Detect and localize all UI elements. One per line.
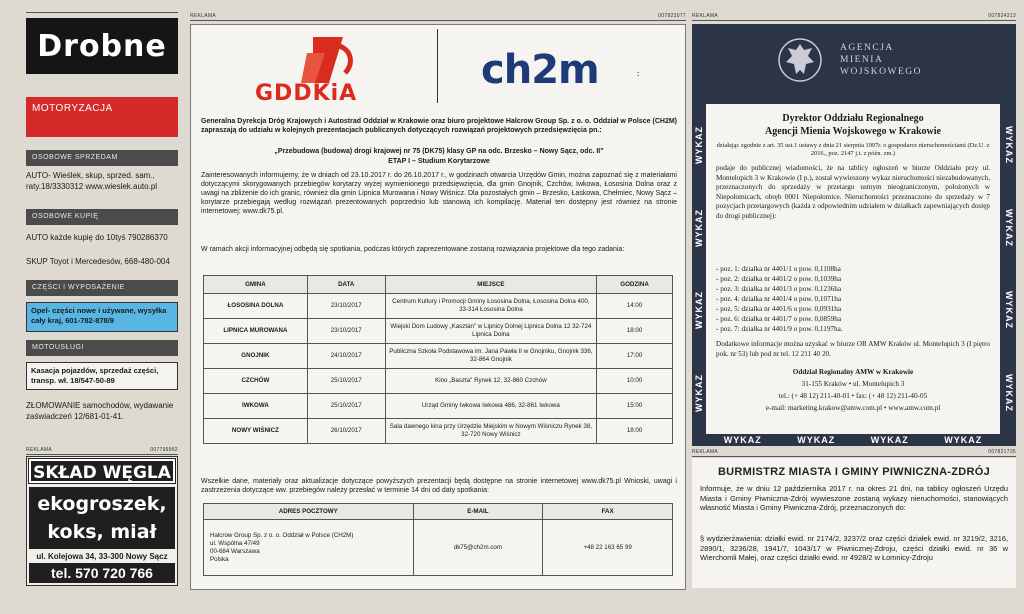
rek-code: 007823077 [658,13,686,19]
cell-godzina: 18:00 [597,419,673,444]
wykaz-label: WYKAZ [797,435,836,445]
wykaz-label: WYKAZ [694,291,704,330]
cell-godzina: 17:00 [597,344,673,369]
cell-miejsce: Urząd Gminy Iwkowa Iwkowa 486, 32-861 Iwkowa [385,394,596,419]
agency-name-line: AGENCJA [840,43,894,53]
table-row [204,394,673,419]
submissions-paragraph: Wszelkie dane, materiały oraz aktualizacje dotyczące powyższych prezentacji będą dostępne na stronie internetowej www.dk75.pl Wnioski, uwagi i zastrzeżenia dotyczące ww. przebiegów należy przesłać w terminie 14 dni od daty spotkania: [201,478,677,494]
rek-label: REKLAMA [26,447,52,453]
list-item: - poz. 1: działka nr 4401/1 o pow. 0,1108ha [716,265,841,273]
sklad-line2: koks, miał [47,521,157,543]
rek-code: 007824313 [988,13,1016,19]
ad-czesci: Opel- części nowe i używane, wysyłka cały kraj, 601-782-878/9 [26,302,178,332]
section-sprzedam: OSOBOWE SPRZEDAM [26,150,178,166]
ch2m-logo-mark: : [637,71,640,78]
list-item: - poz. 3: działka nr 4401/3 o pow. 0,1236ha [716,285,842,293]
rek-header-mid [190,12,686,21]
th-miejsce: MIEJSCE [385,276,596,294]
burmistrz-paragraph-1: Informuje, że w dniu 12 października 2017 r. na okres 21 dni, na tablicy ogłoszeń Urzędu Miasta i Gminy Piwniczna-Zdrój wywieszone zostaną wykazy nieruchomości, stanowiących własność Miasta i Gminy Piwniczna-Zdrój, przeznaczonych do: [700,484,1008,513]
cell-gmina: CZCHÓW [204,369,308,394]
plot-list [716,264,990,334]
agency-name-line: WOJSKOWEGO [840,67,923,77]
amw-title-line1: Dyrektor Oddziału Regionalnego [782,113,924,124]
cell-data: 26/10/2017 [307,419,385,444]
rek-code: 007821735 [988,449,1016,455]
section-czesci: CZĘŚCI I WYPOSAŻENIE [26,280,178,296]
classifieds-column [22,0,182,614]
cell-data: 24/10/2017 [307,344,385,369]
th-gmina: GMINA [204,276,308,294]
amw-title [706,112,1000,138]
wykaz-label: WYKAZ [1004,373,1014,412]
cell-miejsce: Sala dawnego kina przy Urzędzie Miejskim w Nowym Wiśniczu Rynek 38, 32-720 Nowy Wiśnicz [385,419,596,444]
list-item: - poz. 2: działka nr 4401/2 o pow. 0,1039ha [716,275,842,283]
rek-label: REKLAMA [692,13,718,19]
contact-table [203,503,673,576]
etap-title: ETAP I – Studium Korytarzowe [388,158,490,165]
cell-data: 23/10/2017 [307,319,385,344]
list-item: - poz. 5: działka nr 4401/6 o pow. 0,0931ha [716,305,842,313]
cell-data: 25/10/2017 [307,394,385,419]
address-line: ul. Wspólna 47/49 [210,539,260,547]
sklad-title: SKŁAD WĘGLA [29,459,175,483]
notice-body: podaje do publicznej wiadomości, że na tablicy ogłoszeń w biurze Oddziału przy ul. Montelupich 3 w Krakowie (I p.), został wywieszony wykaz nieruchomości niezabudowanych, przeznaczonych do sprzedaży w przetargu ustnym nieograniczonym, położonych w Niepołomicach, obręb 0001 Niepołomice. Nieruchomości przeznaczono do sprzedaży w 7 pozycjach przetargowych (każda z odpowiednim udziałem w działkach zapewniających dostęp do drogi publicznej): [716,164,990,220]
th-adres: ADRES POCZTOWY [204,504,414,520]
ch2m-logo: ch2m [481,47,599,93]
office-email: e-mail: marketing.krakow@amw.com.pl • www.amw.com.pl [765,404,941,412]
sklad-wegla-ad [26,456,178,586]
cell-gmina: ŁOSOSINA DOLNA [204,294,308,319]
th-email: E-MAIL [413,504,543,520]
cell-gmina: NOWY WIŚNICZ [204,419,308,444]
cell-miejsce: Kino „Baszta" Rynek 12, 32-860 Czchów [385,369,596,394]
table-row [204,419,673,444]
gddkia-announcement-column [190,0,686,614]
sklad-address: ul. Kolejowa 34, 33-300 Nowy Sącz [36,552,168,561]
address-line: 00-684 Warszawa [210,547,260,555]
section-uslugi: MOTOUSŁUGI [26,340,178,356]
cell-gmina: IWKOWA [204,394,308,419]
rek-header-left-2 [26,446,178,455]
cell-email: dk75@ch2m.com [413,520,543,576]
th-fax: FAX [543,504,673,520]
meetings-table [203,275,673,444]
cell-fax: +48 22 163 65 99 [543,520,673,576]
eagle-emblem-icon [778,34,822,86]
ad-auto-kupie: AUTO każde kupię do 10tyś 790286370 [26,233,168,242]
motoryzacja-section: MOTORYZACJA [26,97,178,137]
cell-gmina: LIPNICA MUROWANA [204,319,308,344]
sklad-line1: ekogroszek, [37,493,167,515]
wykaz-label: WYKAZ [1004,126,1014,165]
cell-miejsce: Wiejski Dom Ludowy „Kasztan" w Lipnicy Dolnej Lipnica Dolna 12 32-724 Lipnica Dolna [385,319,596,344]
cell-data: 25/10/2017 [307,369,385,394]
address-line: Halcrow Group Sp. z o. o. Oddział w Polsce (CH2M) [210,531,354,539]
office-phone: tel.: (+ 48 12) 211-40-01 • fax: (+ 48 12) 211-40-05 [778,392,928,400]
meetings-paragraph: W ramach akcji informacyjnej odbędą się spotkania, podczas których zaprezentowane zostaną rozwiązania projektowe dla tego zadania: [201,246,625,253]
wykaz-label: WYKAZ [694,208,704,247]
cell-godzina: 10:00 [597,369,673,394]
ad-zlomowanie: ZŁOMOWANIE samochodów, wydawanie zaświadczeń 12/681-01-41. [26,401,174,421]
sklad-phone: tel. 570 720 766 [29,563,175,583]
drobne-header: Drobne [26,18,178,74]
section-kupie: OSOBOWE KUPIĘ [26,209,178,225]
cell-miejsce: Centrum Kultury i Promocji Gminy Łososina Dolna, Łososina Dolna 400, 33-314 Łososina Dolna [385,294,596,319]
ad-kasacja: Kasacja pojazdów, sprzedaż części, transp. wł. 18/547-50-89 [26,362,178,390]
ad-skup: SKUP Toyot i Mercedesów, 668-480-004 [26,257,170,266]
project-title: „Przebudowa (budowa) drogi krajowej nr 75 (DK75) klasy GP na odc. Brzesko – Nowy Sącz, odc. II" [274,148,604,155]
th-data: DATA [307,276,385,294]
cell-godzina: 14:00 [597,294,673,319]
amw-title-line2: Agencji Mienia Wojskowego w Krakowie [765,126,941,137]
table-row [204,344,673,369]
burmistrz-notice [692,458,1016,588]
rek-header-left [26,4,178,13]
rek-header-right-2 [692,448,1016,457]
burmistrz-title: BURMISTRZ MIASTA I GMINY PIWNICZNA-ZDRÓJ [717,466,991,478]
list-item: - poz. 6: działka nr 4401/7 o pow. 0,0859ha [716,315,842,323]
table-row [204,369,673,394]
address-line: Polska [210,555,229,563]
office-name: Oddział Regionalny AMW w Krakowie [792,368,914,376]
wykaz-bottom [706,434,1000,446]
list-item: - poz. 4: działka nr 4401/4 o pow. 0,1071ha [716,295,842,303]
cell-godzina: 15:00 [597,394,673,419]
wykaz-side-right [1002,104,1016,434]
wykaz-label: WYKAZ [1004,208,1014,247]
notices-column [692,0,1016,614]
sklad-main [29,487,175,549]
gddkia-logo-text: GDDKiA [255,81,358,106]
rek-code: 007799962 [150,447,178,453]
ad-auto-wieslek: AUTO- Wieślek, skup, sprzed. sam., raty.18/3330312 www.wieslek.auto.pl [26,171,158,191]
wykaz-label: WYKAZ [694,373,704,412]
wykaz-label: WYKAZ [944,435,983,445]
wykaz-label: WYKAZ [723,435,762,445]
intro-paragraph: Generalna Dyrekcja Dróg Krajowych i Autostrad Oddział w Krakowie oraz biuro projektowe Halcrow Group Sp. z o. o. Oddział w Polsce (CH2M) zapraszają do udziału w kolejnych prezentacjach publicznych dotyczących rozwiązań projektowych przedsięwzięcia pn.: [201,118,677,134]
amw-notice-body [706,104,1000,434]
more-info: Dodatkowe informacje można uzyskać w biurze OR AMW Kraków ul. Montelupich 3 (I piętro pok. nr 53) lub pod nr tel. 12 211 40 20. [716,340,990,358]
agency-name [840,42,922,78]
cell-address [204,520,414,576]
cell-godzina: 18:00 [597,319,673,344]
table-row [204,294,673,319]
info-paragraph: Zainteresowanych informujemy, że w dniach od 23.10.2017 r. do 26.10.2017 r., w godzinach otwarcia Urzędów Gmin, można zapoznać się z materiałami dotyczącymi skorygowanych przebiegów korytarzy wyżej wymienionego przedsięwzięcia, dla gmin Gnojnik, Czchów, Iwkowa, Łososina Dolna oraz z uwagi na zbliżenie do ich granic, również dla gmin Lipnica Murowana i Nowy Wiśnicz. Dla pozostałych gmin – Brzesko, Łaskowa, Chełmiec, Nowy Sącz – korytarze przebiegają według rozwiązań prezentowanych poprzednio lub stanowią ich kompilację. Materiał ten dostępny jest również na stronie internetowej: www.dk75.pl. [201,172,677,215]
rek-label: REKLAMA [692,449,718,455]
cell-data: 23/10/2017 [307,294,385,319]
burmistrz-paragraph-2: § wydzierżawienia: działki ewid. nr 2174/2, 3237/2 oraz części działek ewid. nr 3219/2, 3216, 2890/1, 3236/28, 1941/7, 1043/17 w Piwnicznej-Zdroju, części działki ewid. nr 36 w Wierchomli Małej, oraz części działki ewid. nr 4928/2 w Łomnicy-Zdroju [700,534,1008,563]
amw-notice [692,24,1016,446]
legal-basis: działając zgodnie z art. 35 ust.1 ustawy z dnia 21 sierpnia 1997r. o gospodarce nieruchomościami (Dz.U. z 2016., poz. 2147 j.t. z późn. zm.) [716,142,990,158]
gddkia-ad [190,24,686,590]
table-row [204,319,673,344]
wykaz-label: WYKAZ [694,126,704,165]
rek-header-right [692,12,1016,21]
cell-miejsce: Publiczna Szkoła Podstawowa im. Jana Pawła II w Gnojniku, Gnojnik 336, 32-864 Gnojnik [385,344,596,369]
list-item: - poz. 7: działka nr 4401/9 o pow. 0,1197ha. [716,325,843,333]
office-address: 31-155 Kraków • ul. Montelupich 3 [801,380,905,388]
wykaz-label: WYKAZ [870,435,909,445]
table-row [204,520,673,576]
logo-divider [437,29,438,103]
agency-name-line: MIENIA [840,55,884,65]
wykaz-label: WYKAZ [1004,291,1014,330]
wykaz-side-left [692,104,706,434]
th-godzina: GODZINA [597,276,673,294]
cell-gmina: GNOJNIK [204,344,308,369]
rek-label: REKLAMA [190,13,216,19]
